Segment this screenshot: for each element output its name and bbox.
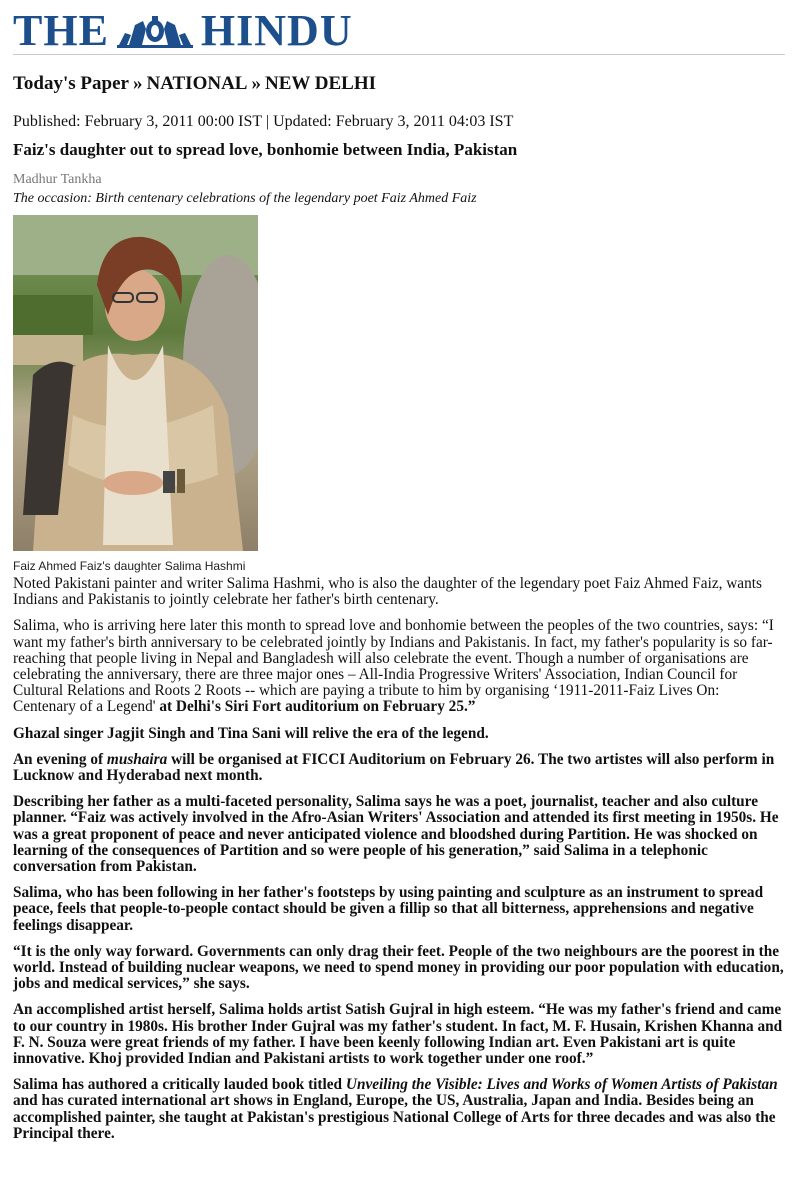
paragraph-9 (13, 1077, 785, 1142)
paragraph-6: Salima, who has been following in her father's footsteps by using painting and sculpture as an instrument to spread peace, feels that people-to-people contact should be given a fillip so that all bitterness, apprehensions and negative feelings disappear. (13, 884, 764, 934)
publish-dates: Published: February 3, 2011 00:00 IST | Updated: February 3, 2011 04:03 IST (13, 113, 514, 130)
paragraph-3: Ghazal singer Jagjit Singh and Tina Sani will relive the era of the legend. (13, 724, 489, 742)
breadcrumb (13, 73, 785, 95)
paragraph-9-text-a: Salima has authored a critically lauded book titled (13, 1076, 346, 1094)
masthead (13, 0, 785, 55)
paragraph-4-text-b: will be organised at FICCI Auditorium on February 26. The two artistes will also perform in Lucknow and Hyderabad next month. (13, 750, 775, 785)
logo[interactable] (13, 6, 353, 55)
paragraph-7: “It is the only way forward. Governments can only drag their feet. People of the two neighbours are the poorest in the world. Instead of building nuclear weapons, we need to spend money in providing our poor population with education, jobs and medical services,” she says. (13, 942, 784, 993)
article-photo (13, 215, 258, 551)
emblem-icon (115, 11, 195, 51)
paragraph-2-bold: at Delhi's Siri Fort auditorium on February 25.” (155, 698, 476, 716)
byline[interactable]: Madhur Tankha (13, 172, 102, 187)
paragraph-8: An accomplished artist herself, Salima holds artist Satish Gujral in high esteem. “He was my father's friend and came to our country in 1980s. His brother Inder Gujral was my father's student. In fact, M. F. Husain, Krishen Khanna and F. N. Souza were great friends of my father. I have been keenly following Indian art. Even Pakistani art is quite innovative. Khoj provided Indian and Pakistani artists to work together under one roof.” (13, 1001, 783, 1068)
paragraph-9-book-title: Unveiling the Visible: Lives and Works of Women Artists of Pakistan (345, 1076, 778, 1094)
paragraph-4-text-a: An evening of (13, 750, 107, 768)
article-page (13, 0, 785, 1152)
breadcrumb-new-delhi[interactable]: NEW DELHI (264, 73, 377, 94)
breadcrumb-todays-paper[interactable]: Today's Paper (13, 73, 129, 94)
paragraph-2-text: Salima, who is arriving here later this month to spread love and bonhomie between the peoples of the two countries, says: “I want my father's birth anniversary to be celebrated jointly by Indians and Pakistanis. In fact, my father's popularity is so far-reaching that people living in Nepal and Bangladesh will also celebrate the event. Though a number of organisations are celebrating the anniversary, there are three major ones – All-India Progressive Writers' Association, Indian Council for Cultural Relations and Roots 2 Roots -- which are paying a tribute to him by organising ‘1911-2011-Faiz Lives On: Centenary of a Legend' (13, 617, 774, 716)
logo-hindu: HINDU (200, 6, 353, 55)
breadcrumb-separator: » (251, 73, 261, 94)
kicker: The occasion: Birth centenary celebrations of the legendary poet Faiz Ahmed Faiz (13, 191, 477, 206)
paragraph-5: Describing her father as a multi-faceted personality, Salima says he was a poet, journalist, teacher and also culture planner. “Faiz was actively involved in the Afro-Asian Writers' Association and attended its first meeting in 1950s. He was a great proponent of peace and never anticipated violence and bloodshed during Partition. He was shocked on learning of the consequences of Partition and so were people of his generation,” said Salima in a telephonic conversation from Pakistan. (13, 793, 779, 876)
paragraph-2 (13, 618, 785, 715)
paragraph-4-italic: mushaira (106, 750, 168, 768)
logo-the: THE (13, 6, 109, 55)
paragraph-9-text-b: and has curated international art shows in England, Europe, the US, Australia, Japan and India. Besides being an accomplished painter, she taught at Pakistan's prestigious National College of Arts for three decades and was also the Principal there. (13, 1092, 776, 1142)
breadcrumb-national[interactable]: NATIONAL (146, 73, 248, 94)
article-headline: Faiz's daughter out to spread love, bonhomie between India, Pakistan (13, 140, 518, 159)
photo-caption: Faiz Ahmed Faiz's daughter Salima Hashmi (13, 559, 246, 573)
breadcrumb-separator: » (132, 73, 143, 94)
paragraph-1: Noted Pakistani painter and writer Salima Hashmi, who is also the daughter of the legendary poet Faiz Ahmed Faiz, wants Indians and Pakistanis to jointly celebrate her father's birth centenary. (13, 575, 762, 609)
paragraph-4 (13, 752, 785, 784)
